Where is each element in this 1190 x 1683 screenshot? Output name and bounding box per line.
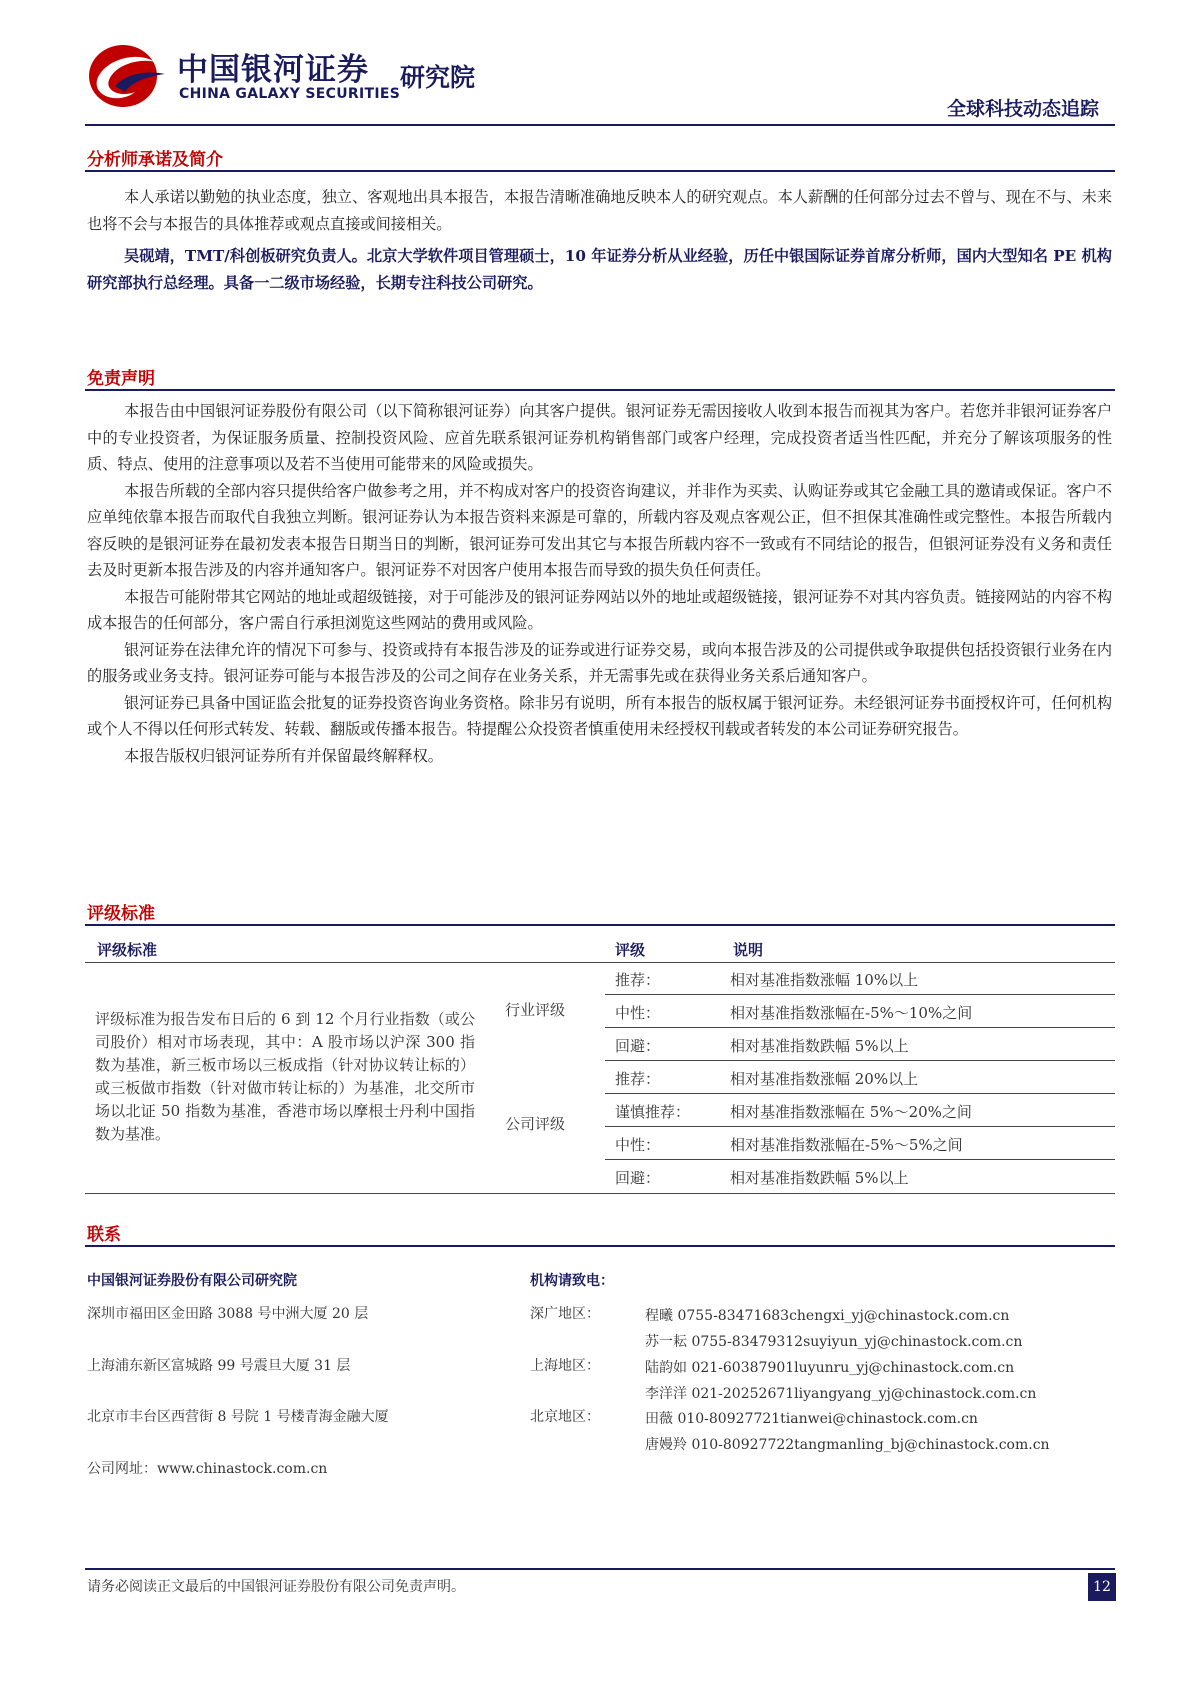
disclaimer-paragraph: 本报告由中国银河证券股份有限公司（以下简称银河证券）向其客户提供。银河证券无需因接收人收到本报告而视其为客户。若您并非银河证券客户中的专业投资者，为保证服务质量、控制投资风险、应首先联系银河证券机构销售部门或客户经理，完成投资者适当性匹配，并充分了解该项服务的性质、特点、使用的注意事项以及若不当使用可能带来的风险或损失。 xyxy=(87,402,1112,473)
institution-heading: 机构请致电： xyxy=(530,1273,614,1289)
table-row xyxy=(605,963,1115,995)
rating-criteria: 相对基准指数跌幅 5%以上 xyxy=(730,1037,909,1055)
contact-person: 程曦 0755-83471683chengxi_yj@chinastock.com.cn xyxy=(645,1308,1010,1324)
analyst-section-title: 分析师承诺及简介 xyxy=(87,150,223,170)
contact-person: 苏一耘 0755-83479312suyiyun_yj@chinastock.com.cn xyxy=(645,1334,1023,1350)
region-label: 深广地区： xyxy=(530,1306,600,1322)
region-label: 上海地区： xyxy=(530,1358,600,1374)
analyst-pledge: 本人承诺以勤勉的执业态度，独立、客观地出具本报告，本报告清晰准确地反映本人的研究观点。本人薪酬的任何部分过去不曾与、现在不与、未来也将不会与本报告的具体推荐或观点直接或间接相关。 xyxy=(87,188,1112,233)
disclaimer-paragraph: 本报告可能附带其它网站的地址或超级链接，对于可能涉及的银河证券网站以外的地址或超级链接，银河证券不对其内容负责。链接网站的内容不构成本报告的任何部分，客户需自行承担浏览这些网站的费用或风险。 xyxy=(87,587,1112,632)
rating-level: 回避： xyxy=(615,1037,661,1055)
disclaimer-paragraph: 银河证券已具备中国证监会批复的证券投资咨询业务资格。除非另有说明，所有本报告的版权属于银河证券。未经银河证券书面授权许可，任何机构或个人不得以任何形式转发、转载、翻版或传播本报告。特提醒公众投资者慎重使用未经授权刊载或者转发的本公司证券研究报告。 xyxy=(87,693,1112,738)
galaxy-logo-icon xyxy=(85,40,169,110)
rating-criteria: 相对基准指数涨幅在 5%～20%之间 xyxy=(730,1103,972,1121)
disclaimer-section-title: 免责声明 xyxy=(87,369,155,389)
rating-level: 中性： xyxy=(615,1004,661,1022)
address-beijing: 北京市丰台区西营街 8 号院 1 号楼青海金融大厦 xyxy=(87,1409,389,1425)
col-description: 说明 xyxy=(733,941,764,959)
industry-rating-label: 行业评级 xyxy=(505,1001,566,1019)
page-header xyxy=(85,36,1115,128)
section-divider xyxy=(85,170,1115,172)
section-divider xyxy=(85,389,1115,391)
header-divider xyxy=(85,124,1115,126)
col-rating: 评级 xyxy=(615,941,646,959)
rating-level: 回避： xyxy=(615,1169,661,1187)
section-divider xyxy=(85,1245,1115,1247)
rating-level: 推荐： xyxy=(615,1070,661,1088)
rating-level: 中性： xyxy=(615,1136,661,1154)
rating-description: 评级标准为报告发布日后的 6 到 12 个月行业指数（或公司股价）相对市场表现，其中：A 股市场以沪深 300 指数为基准，新三板市场以三板成指（针对协议转让标的）或三板做市指数（针对做市转让标的）为基准，北交所市场以北证 50 指数为基准，香港市场以摩根士丹利中国指数为基准。 xyxy=(95,1010,475,1143)
rating-criteria: 相对基准指数涨幅 10%以上 xyxy=(730,971,919,989)
rating-level: 推荐： xyxy=(615,971,661,989)
disclaimer-paragraph: 本报告版权归银河证券所有并保留最终解释权。 xyxy=(124,746,443,765)
contact-section-title: 联系 xyxy=(87,1225,121,1245)
company-rating-label: 公司评级 xyxy=(505,1115,566,1133)
table-row xyxy=(605,1029,1115,1061)
table-row xyxy=(605,1128,1115,1160)
page-number: 12 xyxy=(1088,1573,1116,1601)
footer-divider xyxy=(85,1568,1115,1570)
table-row xyxy=(605,1062,1115,1094)
disclaimer-paragraph: 本报告所载的全部内容只提供给客户做参考之用，并不构成对客户的投资咨询建议，并非作为买卖、认购证券或其它金融工具的邀请或保证。客户不应单纯依靠本报告而取代自我独立判断。银河证券认为本报告资料来源是可靠的，所载内容及观点客观公正，但不担保其准确性或完整性。本报告所载内容反映的是银河证券在最初发表本报告日期当日的判断，银河证券可发出其它与本报告所载内容不一致或有不同结论的报告，但银河证券没有义务和责任去及时更新本报告涉及的内容并通知客户。银河证券不对因客户使用本报告而导致的损失负任何责任。 xyxy=(87,481,1112,579)
rating-criteria: 相对基准指数涨幅 20%以上 xyxy=(730,1070,919,1088)
region-label: 北京地区： xyxy=(530,1409,600,1425)
contact-person: 田薇 010-80927721tianwei@chinastock.com.cn xyxy=(645,1411,978,1427)
table-row xyxy=(605,996,1115,1028)
company-name: 中国银河证券股份有限公司研究院 xyxy=(87,1273,297,1289)
disclaimer-paragraph: 银河证券在法律允许的情况下可参与、投资或持有本报告涉及的证券或进行证券交易，或向本报告涉及的公司提供或争取提供包括投资银行业务在内的服务或业务支持。银河证券可能与本报告涉及的公司之间存在业务关系，并无需事先或在获得业务关系后通知客户。 xyxy=(87,640,1112,685)
rating-section-title: 评级标准 xyxy=(87,904,155,924)
table-row xyxy=(605,1095,1115,1127)
col-standard: 评级标准 xyxy=(97,941,158,959)
rating-criteria: 相对基准指数涨幅在-5%～10%之间 xyxy=(730,1004,973,1022)
address-shenzhen: 深圳市福田区金田路 3088 号中洲大厦 20 层 xyxy=(87,1306,369,1322)
disclaimer-body xyxy=(87,398,1112,769)
table-bottom-divider xyxy=(85,1193,1115,1194)
contact-person: 唐嫚羚 010-80927722tangmanling_bj@chinastock.com.cn xyxy=(645,1437,1050,1453)
section-divider xyxy=(85,924,1115,926)
address-shanghai: 上海浦东新区富城路 99 号震旦大厦 31 层 xyxy=(87,1358,351,1374)
contact-person: 李洋洋 021-20252671liyangyang_yj@chinastock.com.cn xyxy=(645,1386,1037,1402)
brand-subtitle: 研究院 xyxy=(400,63,476,92)
report-series: 全球科技动态追踪 xyxy=(946,98,1099,120)
brand-name-en: CHINA GALAXY SECURITIES xyxy=(179,86,401,102)
analyst-bio: 吴砚靖，TMT/科创板研究负责人。北京大学软件项目管理硕士，10 年证券分析从业经验，历任中银国际证券首席分析师，国内大型知名 PE 机构研究部执行总经理。具备一二级市场经验，长期专注科技公司研究。 xyxy=(87,247,1112,292)
company-website: 公司网址：www.chinastock.com.cn xyxy=(87,1461,328,1477)
rating-table-header xyxy=(85,936,1115,962)
footer-note: 请务必阅读正文最后的中国银河证券股份有限公司免责声明。 xyxy=(87,1579,465,1595)
table-row xyxy=(605,1161,1115,1193)
rating-criteria: 相对基准指数涨幅在-5%～5%之间 xyxy=(730,1136,963,1154)
rating-criteria: 相对基准指数跌幅 5%以上 xyxy=(730,1169,909,1187)
brand-name-cn: 中国银河证券 xyxy=(177,52,369,88)
contact-person: 陆韵如 021-60387901luyunru_yj@chinastock.com.cn xyxy=(645,1360,1015,1376)
rating-level: 谨慎推荐： xyxy=(615,1103,691,1121)
